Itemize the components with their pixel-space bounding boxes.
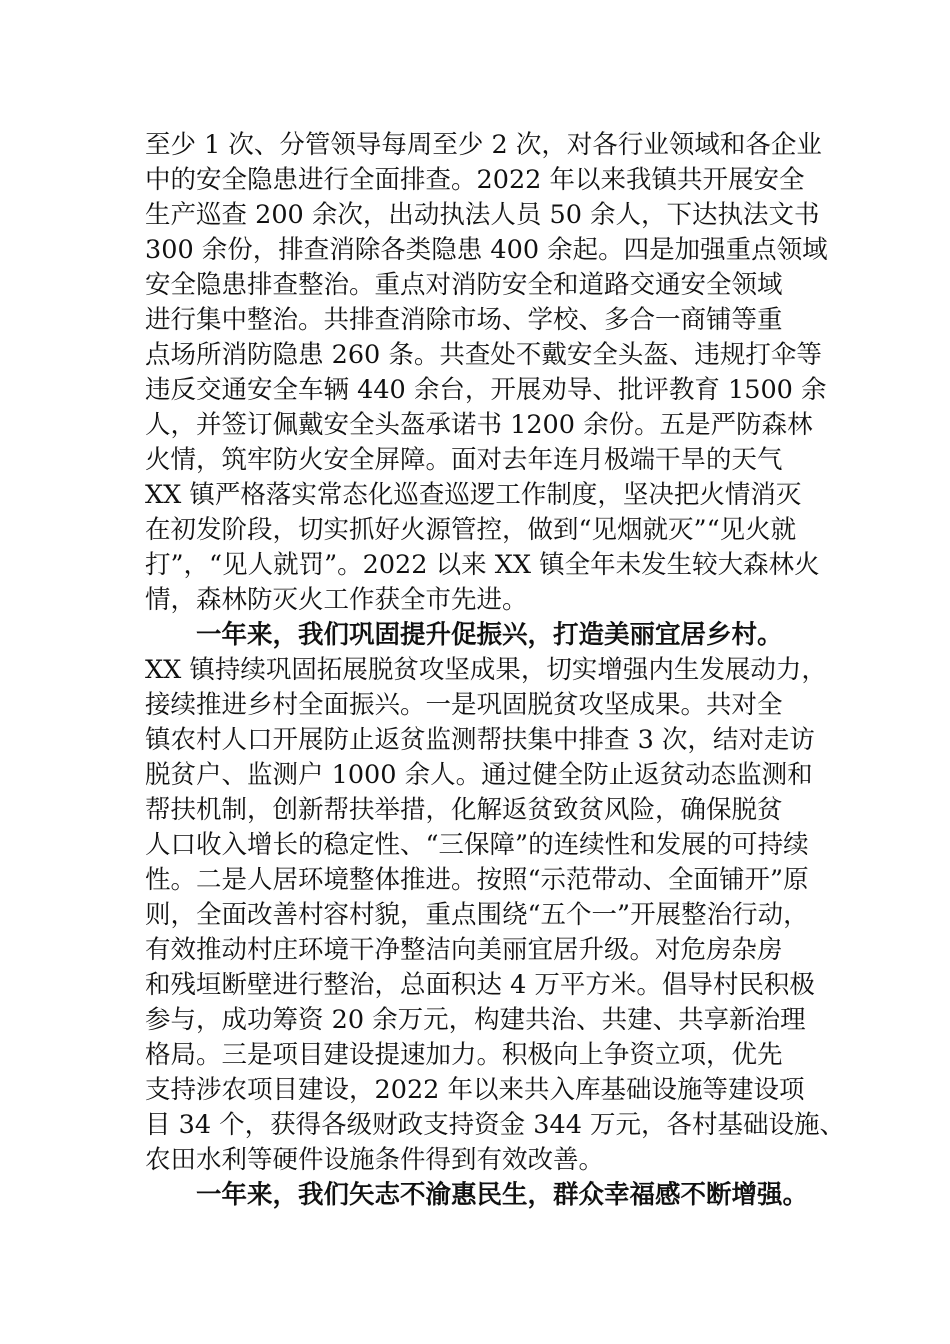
text-line: 进行集中整治。共排查消除市场、学校、多合一商铺等重 (145, 305, 783, 335)
text-line: 在初发阶段，切实抓好火源管控，做到“见烟就灭”“见火就 (145, 515, 797, 545)
text-line: 生产巡查 200 余次，出动执法人员 50 余人，下达执法文书 (145, 200, 820, 230)
text-line: 人口收入增长的稳定性、“三保障”的连续性和发展的可持续 (145, 830, 809, 860)
text-line: 违反交通安全车辆 440 余台，开展劝导、批评教育 1500 余 (145, 375, 827, 405)
body-text (145, 128, 846, 1213)
text-line: 和残垣断壁进行整治，总面积达 4 万平方米。倡导村民积极 (145, 970, 815, 1000)
text-line: 则，全面改善村容村貌，重点围绕“五个一”开展整治行动， (145, 900, 809, 930)
text-line: XX 镇持续巩固拓展脱贫攻坚成果，切实增强内生发展动力， (145, 655, 827, 685)
text-line: 火情，筑牢防火安全屏障。面对去年连月极端干旱的天气 (145, 445, 783, 475)
text-line: 目 34 个，获得各级财政支持资金 344 万元，各村基础设施、 (145, 1110, 846, 1140)
text-line: 镇农村人口开展防止返贫监测帮扶集中排查 3 次，结对走访 (145, 725, 815, 755)
text-line: 支持涉农项目建设，2022 年以来共入库基础设施等建设项 (145, 1075, 805, 1105)
text-line: 情，森林防灭火工作获全市先进。 (145, 585, 528, 615)
text-line: 人，并签订佩戴安全头盔承诺书 1200 余份。五是严防森林 (145, 410, 813, 440)
text-line: 脱贫户、监测户 1000 余人。通过健全防止返贫动态监测和 (145, 760, 813, 790)
text-line: 格局。三是项目建设提速加力。积极向上争资立项，优先 (145, 1040, 783, 1070)
text-line: 至少 1 次、分管领导每周至少 2 次，对各行业领域和各企业 (145, 130, 822, 160)
text-line: 300 余份，排查消除各类隐患 400 余起。四是加强重点领域 (145, 235, 828, 265)
text-line: 中的安全隐患进行全面排查。2022 年以来我镇共开展安全 (145, 165, 805, 195)
text-line: 安全隐患排查整治。重点对消防安全和道路交通安全领域 (145, 270, 783, 300)
text-line: 打”，“见人就罚”。2022 以来 XX 镇全年未发生较大森林火 (145, 550, 820, 580)
text-line: 帮扶机制，创新帮扶举措，化解返贫致贫风险，确保脱贫 (145, 795, 783, 825)
text-line: 性。二是人居环境整体推进。按照“示范带动、全面铺开”原 (145, 865, 809, 895)
text-line: 有效推动村庄环境干净整洁向美丽宜居升级。对危房杂房 (145, 935, 783, 965)
text-line: 农田水利等硬件设施条件得到有效改善。 (145, 1145, 605, 1175)
text-line: 点场所消防隐患 260 条。共查处不戴安全头盔、违规打伞等 (145, 340, 822, 370)
text-line: XX 镇严格落实常态化巡查巡逻工作制度，坚决把火情消灭 (145, 480, 802, 510)
text-line: 接续推进乡村全面振兴。一是巩固脱贫攻坚成果。共对全 (145, 690, 783, 720)
section-heading: 一年来，我们巩固提升促振兴，打造美丽宜居乡村。 (196, 620, 783, 650)
text-line: 参与，成功筹资 20 余万元，构建共治、共建、共享新治理 (145, 1005, 806, 1035)
section-heading: 一年来，我们矢志不渝惠民生，群众幸福感不断增强。 (196, 1180, 809, 1210)
